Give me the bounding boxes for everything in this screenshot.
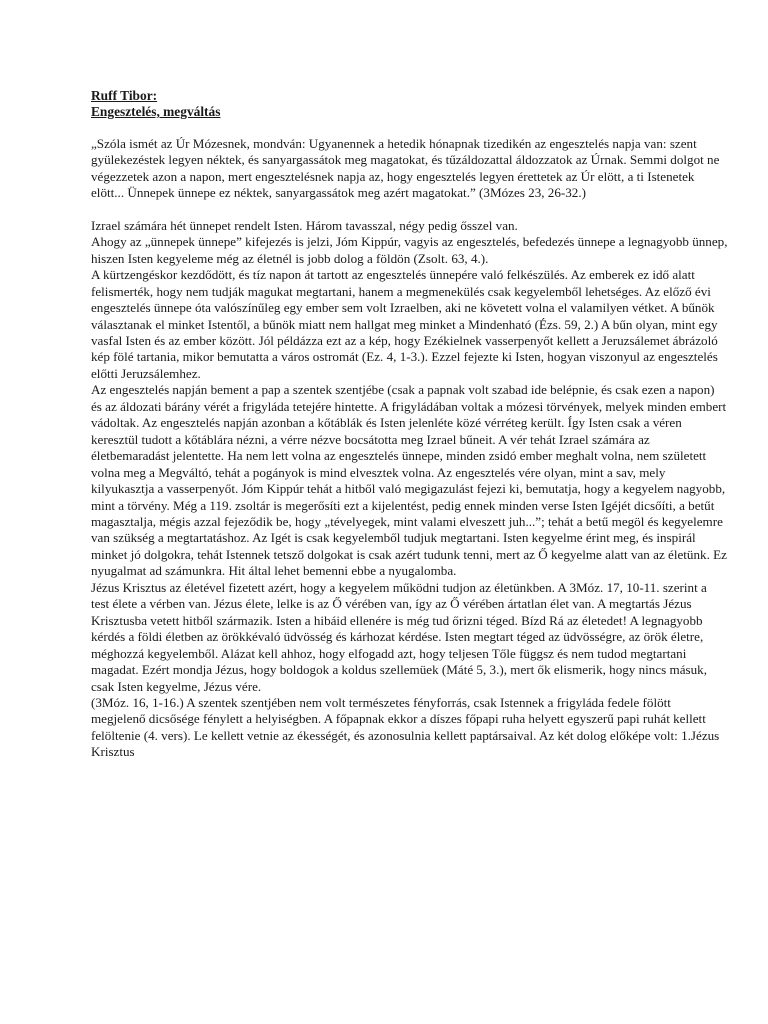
paragraph-6: (3Móz. 16, 1-16.) A szentek szentjében nem volt természetes fényforrás, csak Istennek a frigyláda fedele fölött megjelenő dicsősége fénylett a helyiségben. A főpapnak ekkor a díszes főpapi ruha helyett egyszerű papi ruhát kellett felöltenie (4. vers). Le kellett vetnie az ékességét, és azonosulnia kellett paptársaival. Az két dolog előképe volt: 1.Jézus Krisztus — [91, 694, 720, 760]
paragraph-spacer — [91, 202, 728, 218]
paragraph-5: Jézus Krisztus az életével fizetett azért, hogy a kegyelem működni tudjon az életünkben. A 3Móz. 17, 10-11. szerint a test élete a vérben van. Jézus élete, lelke is az Ő vérében van, így az Ő vérében ártatlan élet van. A megtartás Jézus Krisztusba vetett hitből származik. Isten a hibáid ellenére is még tud őrizni téged. Bízd Rá az életedet! A legnagyobb kérdés a földi életben az örökkévaló üdvösség és kárhozat kérdése. Isten megtart téged az üdvösségre, az örök életre, méghozzá kegyelemből. Alázat kell ahhoz, hogy elfogadd azt, hogy teljesen Tőle függsz és nem tudod megtartani magadat. Ezért mondja Jézus, hogy boldogok a koldus szellemüek (Máté 5, 3.), mert ők elismerik, hogy nincs másuk, csak Isten kegyelme, Jézus vére. — [91, 579, 707, 694]
opening-quote: „Szóla ismét az Úr Mózesnek, mondván: Ugyanennek a hetedik hónapnak tizedikén az engesztelés napja van: szent gyülekezéstek legyen néktek, és sanyargassátok meg magatokat, és tűzáldozattal áldozzatok az Úrnak. Semmi dolgot ne végezzetek azon a napon, mert engesztelésnek napja az, hogy engesztelés legyen érettetek az Úr elött, a ti Istenetek elött... Ünnepek ünnepe ez néktek, sanyargassátok meg azért magatokat.” (3Mózes 23, 26-32.) — [91, 136, 720, 201]
paragraph-1: Izrael számára hét ünnepet rendelt Isten. Három tavasszal, négy pedig ősszel van. — [91, 217, 518, 233]
author-heading: Ruff Tibor: — [91, 88, 158, 103]
paragraph-4: Az engesztelés napján bement a pap a szentek szentjébe (csak a papnak volt szabad ide belépnie, és csak ezen a napon) és az áldozati bárány vérét a frigyláda tetejére hintette. A frigyládában voltak a mózesi törvények, melyek minden embert vádoltak. Az engesztelés napján azonban a kőtáblák és Isten jelenléte közé vérréteg került. Így Isten csak a véren keresztül tudott a kőtáblára nézni, a vérre nézve bocsátotta meg Izrael bűneit. A vér tehát Izrael számára az életbemaradást jelentette. Ha nem lett volna az engesztelés ünnepe, minden zsidó ember meghalt volna, nem született volna meg a Megváltó, tehát a pogányok is mind elvesztek volna. Az engesztelés vére olyan, mint a sav, mely kilyukasztja a vasserpenyőt. Jóm Kippúr tehát a hitből való megigazulást fejezi ki, bemutatja, hogy a kegyelem nagyobb, mint a törvény. Még a 119. zsoltár is megerősíti ezt a kijelentést, pedig ennek minden verse Isten Igéjét dicsőíti, a betűt magasztalja, mégis azzal fejeződik be, hogy „tévelyegek, mint valami elveszett juh...”; tehát a betű megöl és kegyelemre van szükség a megtartatáshoz. Az Igét is csak kegyelemből tudjuk megtartani. Isten kegyelme érint meg, és inspirál minket jó dolgokra, tehát Istennek tetsző dolgokat is csak azért tudunk tenni, mert az Ő kegyelme alatt van az életünk. Ez nyugalmat ad számunkra. Hit által lehet bemenni ebbe a nyugalomba. — [91, 382, 727, 579]
document-title: Engesztelés, megváltás — [91, 104, 221, 119]
paragraph-3: A kürtzengéskor kezdődött, és tíz napon át tartott az engesztelés ünnepére való felkészülés. Az emberek ez idő alatt felismerték, hogy nem tudják magukat megtartani, hanem a megmenekülés csak kegyelemből lehetséges. Az előző évi engesztelés ünnepe óta valószínűleg egy ember sem volt Izraelben, aki ne követett volna el valamilyen vétket. A bűnök választanak el minket Istentől, a bűnök miatt nem hallgat meg minket a Mindenható (Ézs. 59, 2.) A bűn olyan, mint egy vasfal Isten és az ember között. Jól példázza ezt az a kép, hogy Ezékielnek vasserpenyőt kellett a Jeruzsálemet ábrázoló kép fölé tartania, mikor bemutatta a város ostromát (Ez. 4, 1-3.). Ezzel fejezte ki Isten, hogyan viszonyul az engesztelés előtti Jeruzsálemhez. — [91, 267, 718, 381]
paragraph-2: Ahogy az „ünnepek ünnepe” kifejezés is jelzi, Jóm Kippúr, vagyis az engesztelés, befedezés ünnepe a legnagyobb ünnep, hiszen Isten kegyeleme még az életnél is jobb dolog a földön (Zsolt. 63, 4.). — [91, 234, 728, 266]
